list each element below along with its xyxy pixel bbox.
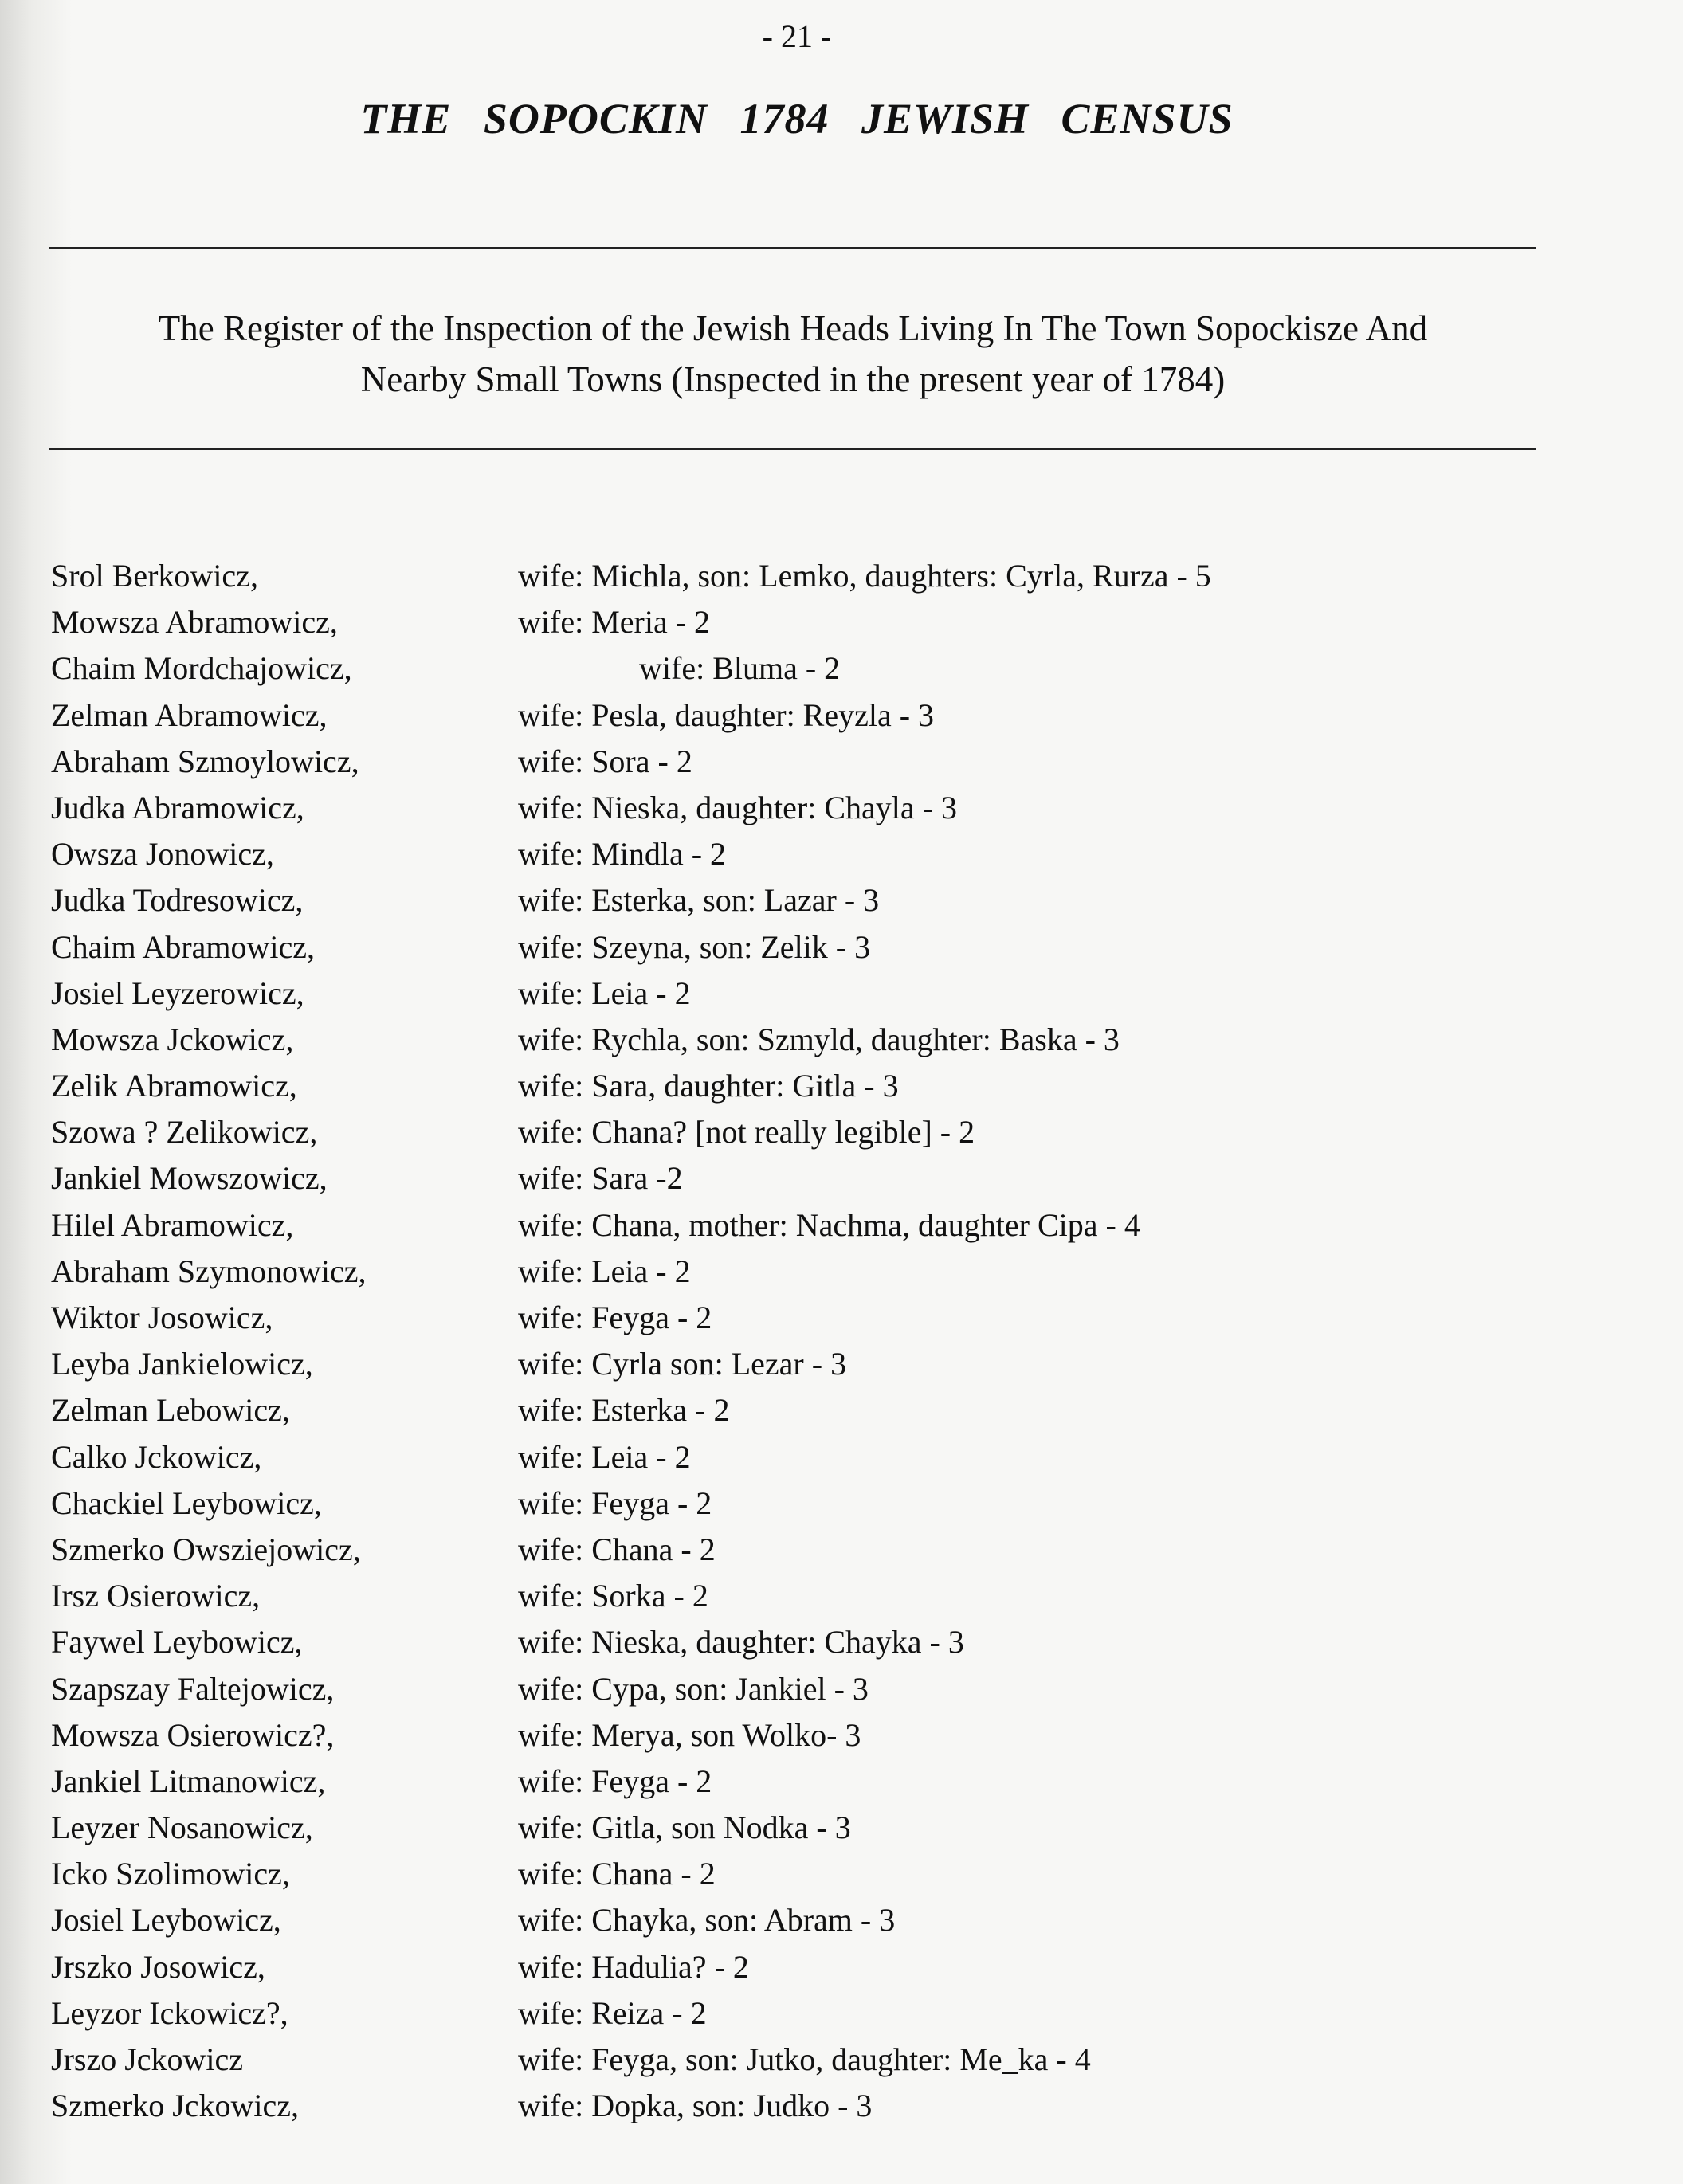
household-members: wife: Chana? [not really legible] - 2 [518,1114,975,1151]
household-members: wife: Leia - 2 [518,974,691,1011]
census-entry [51,1155,1525,1202]
census-entry [51,970,1525,1017]
page-number: - 21 - [762,18,832,54]
head-of-household: Zelman Lebowicz, [51,1392,290,1429]
household-members: wife: Feyga - 2 [518,1300,712,1335]
census-entry [51,1249,1525,1295]
head-of-household: Szmerko Jckowicz, [51,2088,300,2124]
head-of-household: Judka Abramowicz, [51,789,304,825]
head-of-household: Leyzor Ickowicz?, [51,1994,288,2031]
household-members: wife: Sara -2 [518,1160,683,1197]
household-members: wife: Rychla, son: Szmyld, daughter: Baska - 3 [518,1021,1120,1057]
household-members: wife: Chana - 2 [518,1531,716,1567]
household-members: wife: Cypa, son: Jankiel - 3 [518,1670,869,1707]
head-of-household: Mowsza Abramowicz, [51,604,338,641]
divider-bottom [49,448,1536,450]
head-of-household: Chaim Abramowicz, [51,928,316,965]
household-members: wife: Chana, mother: Nachma, daughter Cipa - 4 [518,1206,1140,1243]
census-entry [51,1527,1525,1573]
household-members: wife: Pesla, daughter: Reyzla - 3 [518,696,935,733]
head-of-household: Jankiel Litmanowicz, [51,1762,326,1799]
census-entry [51,1666,1525,1712]
household-members: wife: Sorka - 2 [518,1578,708,1614]
census-entry [51,1341,1525,1387]
census-entry [51,1017,1525,1063]
head-of-household: Mowsza Osierowicz?, [51,1716,335,1753]
household-members: wife: Feyga, son: Jutko, daughter: Me_ka - 4 [518,2041,1091,2077]
head-of-household: Chackiel Leybowicz, [51,1484,322,1521]
household-members: wife: Leia - 2 [518,1438,691,1475]
household-members: wife: Chana - 2 [518,1856,716,1892]
census-entry [51,1805,1525,1851]
household-members: wife: Bluma - 2 [639,650,841,687]
census-register [51,553,1525,2129]
household-members: wife: Mindla - 2 [518,836,727,872]
household-members: wife: Sora - 2 [518,743,692,779]
household-members: wife: Merya, son Wolko- 3 [518,1716,861,1753]
head-of-household: Jankiel Mowszowicz, [51,1160,328,1197]
subtitle-line-1: The Register of the Inspection of the Jewish Heads Living In The Town Sopockisze And [158,308,1428,348]
head-of-household: Szowa ? Zelikowicz, [51,1114,318,1151]
household-members: wife: Sara, daughter: Gitla - 3 [518,1068,899,1104]
census-entry [51,1897,1525,1943]
census-entry [51,1295,1525,1341]
head-of-household: Icko Szolimowicz, [51,1856,290,1892]
head-of-household: Wiktor Josowicz, [51,1300,273,1335]
census-entry [51,1573,1525,1619]
census-entry [51,645,1525,692]
household-members: wife: Cyrla son: Lezar - 3 [518,1346,847,1382]
head-of-household: Jrszko Josowicz, [51,1948,265,1985]
census-entry [51,1109,1525,1155]
subtitle-line-2: Nearby Small Towns (Inspected in the present year of 1784) [360,359,1226,399]
census-entry [51,1202,1525,1249]
census-entry [51,877,1525,923]
census-entry [51,1944,1525,1990]
census-entry [51,1619,1525,1665]
head-of-household: Owsza Jonowicz, [51,836,274,872]
head-of-household: Jrszo Jckowicz [51,2041,244,2077]
household-members: wife: Feyga - 2 [518,1484,712,1521]
household-members: wife: Esterka - 2 [518,1392,730,1429]
household-members: wife: Nieska, daughter: Chayka - 3 [518,1624,964,1661]
head-of-household: Judka Todresowicz, [51,882,304,919]
household-members: wife: Nieska, daughter: Chayla - 3 [518,789,957,825]
head-of-household: Leyba Jankielowicz, [51,1346,313,1382]
head-of-household: Abraham Szmoylowicz, [51,743,359,779]
census-entry [51,1480,1525,1527]
census-entry [51,1759,1525,1805]
census-entry [51,553,1525,599]
census-entry [51,1434,1525,1480]
census-entry [51,785,1525,831]
head-of-household: Srol Berkowicz, [51,558,258,594]
census-entry [51,739,1525,785]
census-entry [51,599,1525,645]
head-of-household: Zelik Abramowicz, [51,1068,297,1104]
census-entry [51,1063,1525,1109]
census-entry [51,2037,1525,2083]
head-of-household: Leyzer Nosanowicz, [51,1810,313,1846]
head-of-household: Josiel Leybowicz, [51,1902,281,1939]
household-members: wife: Feyga - 2 [518,1762,712,1799]
census-entry [51,1851,1525,1897]
census-entry [51,1990,1525,2037]
household-members: wife: Szeyna, son: Zelik - 3 [518,928,871,965]
household-members: wife: Dopka, son: Judko - 3 [518,2088,873,2124]
household-members: wife: Esterka, son: Lazar - 3 [518,882,880,919]
head-of-household: Chaim Mordchajowicz, [51,650,352,687]
census-entry [51,2083,1525,2129]
head-of-household: Josiel Leyzerowicz, [51,974,304,1011]
head-of-household: Szapszay Faltejowicz, [51,1670,335,1707]
household-members: wife: Gitla, son Nodka - 3 [518,1810,851,1846]
divider-top [49,247,1536,249]
household-members: wife: Hadulia? - 2 [518,1948,749,1985]
head-of-household: Szmerko Owsziejowicz, [51,1531,361,1567]
census-entry [51,692,1525,739]
census-entry [51,1712,1525,1759]
head-of-household: Zelman Abramowicz, [51,696,328,733]
household-members: wife: Leia - 2 [518,1253,691,1289]
head-of-household: Faywel Leybowicz, [51,1624,303,1661]
household-members: wife: Reiza - 2 [518,1994,707,2031]
document-subtitle [49,303,1536,405]
census-entry [51,1387,1525,1433]
household-members: wife: Meria - 2 [518,604,711,641]
head-of-household: Irsz Osierowicz, [51,1578,261,1614]
head-of-household: Mowsza Jckowicz, [51,1021,294,1057]
head-of-household: Calko Jckowicz, [51,1438,262,1475]
census-entry [51,924,1525,970]
document-title: THE SOPOCKIN 1784 JEWISH CENSUS [360,95,1234,143]
head-of-household: Hilel Abramowicz, [51,1206,294,1243]
head-of-household: Abraham Szymonowicz, [51,1253,367,1289]
household-members: wife: Michla, son: Lemko, daughters: Cyrla, Rurza - 5 [518,558,1211,594]
household-members: wife: Chayka, son: Abram - 3 [518,1902,896,1939]
census-entry [51,831,1525,877]
